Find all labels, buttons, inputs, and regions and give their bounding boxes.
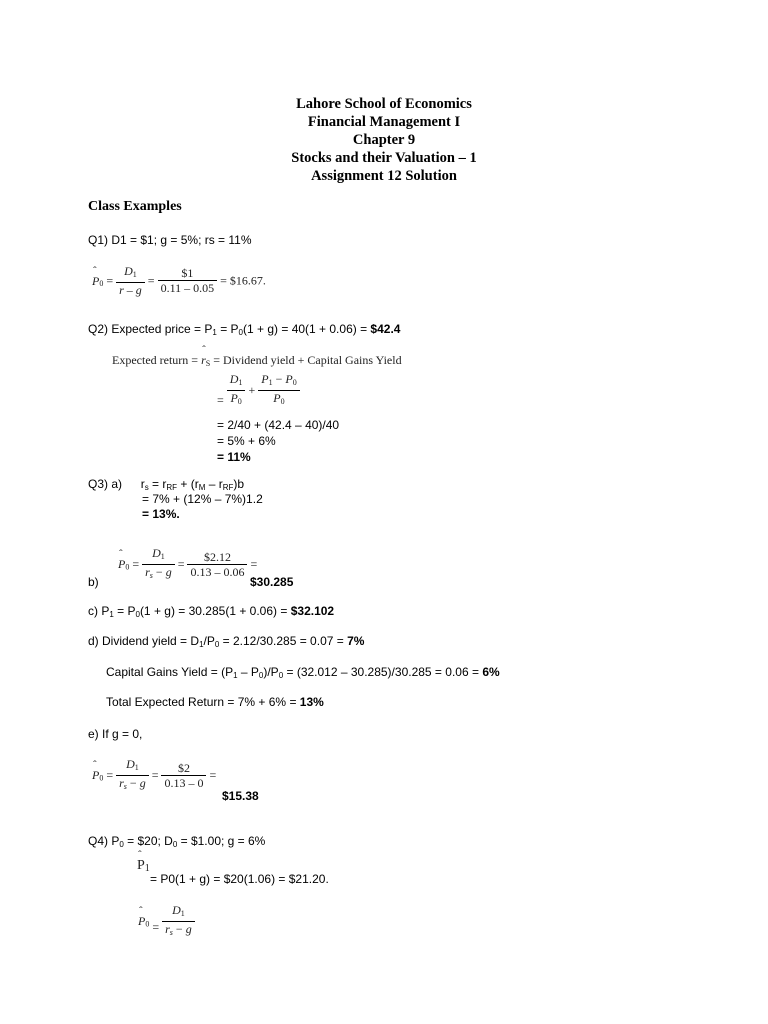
q3-capital-gains-line: Capital Gains Yield = $(P_1 - P_0)/P_0 = (32.012 - 30.285)/30.285 = 0.06 = 6\%$ <box>106 665 500 680</box>
q1-numerator-symbol: D <box>124 264 133 278</box>
q3-cg-text: = (32.012 – 30.285)/30.285 = 0.06 = <box>283 665 483 679</box>
q2-expected-price: Q2) Expected price = $P_1 = P_0(1 + g) = 40(1 + 0.06)$ = $42.4 <box>88 322 401 337</box>
q2-text-b: = P <box>216 322 239 336</box>
q3-d-result: 7% <box>347 634 365 648</box>
q1-denominator-symbol: r – g <box>119 283 142 297</box>
school-name: Lahore School of Economics <box>296 96 472 112</box>
q1-formula: ˆ $P_0$ = $\frac{D_1}{r - g}$ = $\frac{\$1}{0.11 - 0.05}$ = $16.67. <box>92 264 266 298</box>
q1-numerator-value: $1 <box>158 266 218 281</box>
assignment-title: Assignment 12 Solution <box>311 168 457 184</box>
q3-b-denominator: 0.13 – 0.06 <box>190 564 245 579</box>
q3-e-denominator: 0.13 – 0 <box>164 775 204 790</box>
q3-total-return-line <box>106 695 324 709</box>
q4-p1-letter: ˆ P <box>137 858 145 874</box>
topic-title: Stocks and their Valuation – 1 <box>291 150 477 166</box>
q2-text-c: (1 + g) = 40(1 + 0.06) = <box>243 322 371 336</box>
q3-d-line: d) Dividend yield = $D_1/P_0 = 2.12/30.285 = 0.07 = 7\%$ <box>88 634 365 649</box>
q4-text-b: = $20; D <box>123 834 173 848</box>
q3-c-line: c) $P_1 = P_0(1 + g) = 30.285(1 + 0.06)$ = $32.102 <box>88 604 335 619</box>
q3-total-text: Total Expected Return = 7% + 6% = <box>106 695 300 709</box>
q3-c-result: $32.102 <box>290 604 335 618</box>
q3-a-result: = 13%. <box>142 507 180 521</box>
q3-total-result: 13% <box>299 695 324 709</box>
q2-return-definition: = Dividend yield + Capital Gains Yield <box>210 353 402 367</box>
q3-b-label: b) <box>88 575 99 589</box>
q2-expected-return: Expected return = ˆ $r_S$ = Dividend yield + Capital Gains Yield <box>112 353 402 368</box>
q3-e-formula: ˆ $P_0$ = $\frac{D_1}{r_s - g}$ = $\frac{\$2}{0.13 - 0}$ = <box>92 757 216 794</box>
q3-cg-result: 6% <box>482 665 500 679</box>
q3-a-line: Q3) a) $r_s = r_{RF} + (r_M - r_{RF})b$ <box>88 477 245 492</box>
q4-text-a: Q4) P <box>88 834 120 848</box>
q3-b-numerator: $2.12 <box>187 550 247 565</box>
q3-e-line: e) If g = 0, <box>88 727 143 741</box>
q2-return-label: Expected return = <box>112 353 202 367</box>
q2-step-1: = 2/40 + (42.4 – 40)/40 <box>217 418 340 432</box>
q2-steps <box>217 417 339 465</box>
q3-b-formula: ˆ $P_0$ = $\frac{D_1}{r_s - g}$ = $\frac{\$2.12}{0.13 - 0.06}$ = <box>118 546 257 583</box>
section-title: Class Examples <box>88 199 182 214</box>
q2-equals-sign: = <box>217 393 224 407</box>
q4-given: Q4) $P_0$ = $20; $D_0$ = $1.00; g = 6% <box>88 834 266 849</box>
q2-yield-formula: = $\frac{D_1}{P_0}$ + $\frac{P_1 - P_0}{P_0}$ <box>217 372 300 409</box>
q1-result: = $16.67. <box>220 273 266 288</box>
chapter-title: Chapter 9 <box>352 132 416 148</box>
q3-c-text: (1 + g) = 30.285(1 + 0.06) = <box>139 604 291 618</box>
q3-a-label: Q3) a) <box>88 477 123 491</box>
q2-step-2: = 5% + 6% <box>217 434 276 448</box>
course-name: Financial Management I <box>307 114 461 130</box>
q4-formula: ˆ $P_0$ = $\frac{D_1}{r_s - g}$ <box>138 903 195 940</box>
q3-d-text-2: = 2.12/30.285 = 0.07 = <box>219 634 348 648</box>
q4-p1-line: = P0(1 + g) = $20(1.06) = $21.20. <box>150 872 329 886</box>
q2-text-a: Q2) Expected price = P <box>88 322 213 336</box>
q3-a-step: = 7% + (12% – 7%)1.2 <box>142 492 263 506</box>
q3-b-result: $30.285 <box>250 575 294 589</box>
q2-price-result: $42.4 <box>370 322 401 336</box>
q1-given: Q1) D1 = $1; g = 5%; rs = 11% <box>88 233 252 247</box>
q4-text-c: = $1.00; g = 6% <box>177 834 266 848</box>
q3-a-formula: r <box>140 477 145 491</box>
q3-e-numerator: $2 <box>161 761 206 776</box>
q4-p1-symbol: ˆ $P_1$ <box>137 858 150 874</box>
q3-d-text: /P <box>203 634 215 648</box>
q3-e-result: $15.38 <box>222 789 259 803</box>
document-header <box>0 95 768 185</box>
q2-step-3: = 11% <box>217 450 251 464</box>
q1-denominator-value: 0.11 – 0.05 <box>160 281 215 295</box>
